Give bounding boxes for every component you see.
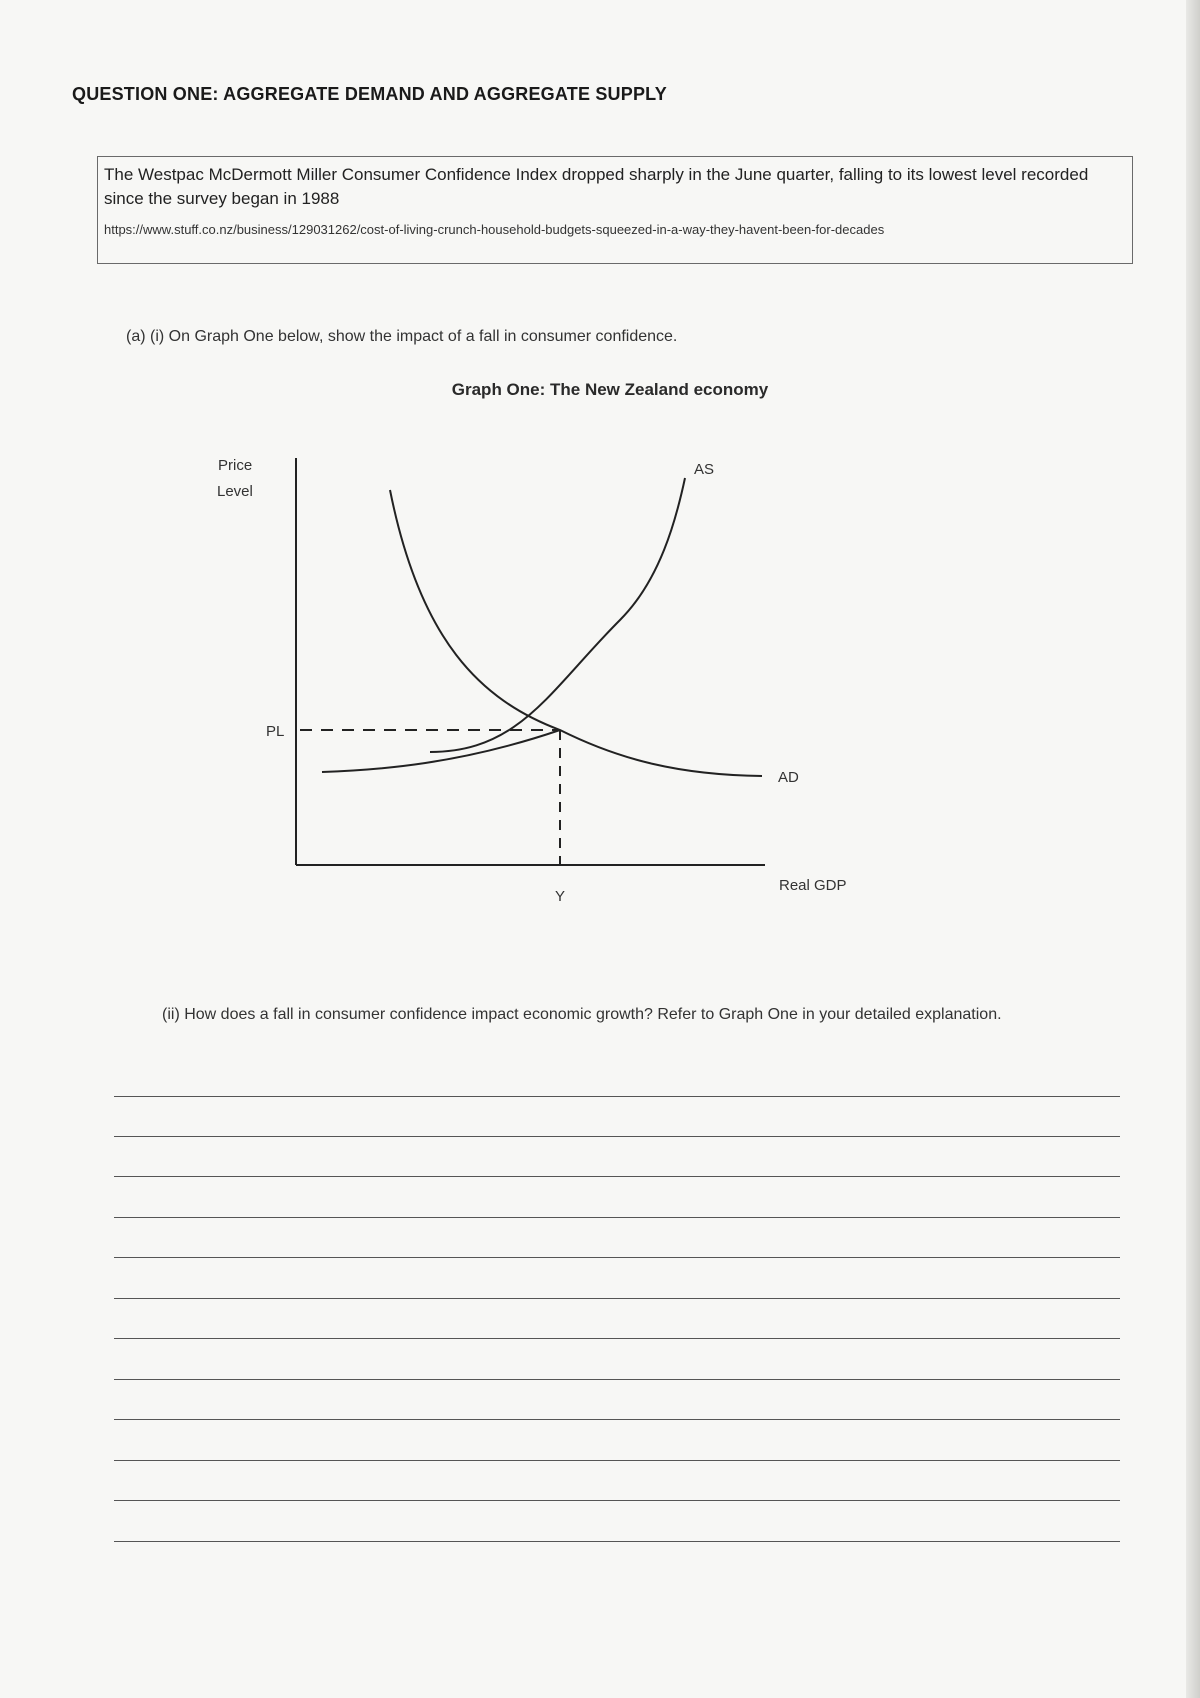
answer-line[interactable] (114, 1379, 1120, 1380)
answer-line[interactable] (114, 1500, 1120, 1501)
as-label: AS (694, 461, 715, 478)
answer-line[interactable] (114, 1136, 1120, 1137)
as-curve (430, 478, 685, 752)
question-a-i: (a) (i) On Graph One below, show the impact of a fall in consumer confidence. (126, 328, 678, 345)
answer-line[interactable] (114, 1419, 1120, 1420)
question-heading: QUESTION ONE: AGGREGATE DEMAND AND AGGREGATE SUPPLY (72, 84, 667, 104)
y-axis-label-2: Level (217, 483, 253, 500)
source-quote: The Westpac McDermott Miller Consumer Confidence Index dropped sharply in the June quarter, falling to its lowest level recorded since the survey began in 1988 (104, 165, 1089, 208)
answer-line[interactable] (114, 1541, 1120, 1542)
question-a-ii: (ii) How does a fall in consumer confidence impact economic growth? Refer to Graph One in your detailed explanation. (162, 1006, 1002, 1023)
graph-title: Graph One: The New Zealand economy (451, 380, 769, 399)
answer-line[interactable] (114, 1176, 1120, 1177)
ad-label: AD (778, 769, 799, 786)
answer-line[interactable] (114, 1460, 1120, 1461)
y-label: Y (555, 888, 566, 905)
ad-curve (390, 490, 762, 776)
answer-line[interactable] (114, 1338, 1120, 1339)
x-axis-label: Real GDP (779, 877, 847, 894)
pl-label: PL (266, 723, 285, 740)
source-url: https://www.stuff.co.nz/business/129031262/cost-of-living-crunch-household-budgets-squeezed-in-a-way-they-havent-been-for-decades (104, 222, 885, 237)
y-axis-label: Price (218, 457, 253, 474)
answer-line[interactable] (114, 1217, 1120, 1218)
answer-line[interactable] (114, 1298, 1120, 1299)
answer-line[interactable] (114, 1257, 1120, 1258)
answer-line[interactable] (114, 1096, 1120, 1097)
